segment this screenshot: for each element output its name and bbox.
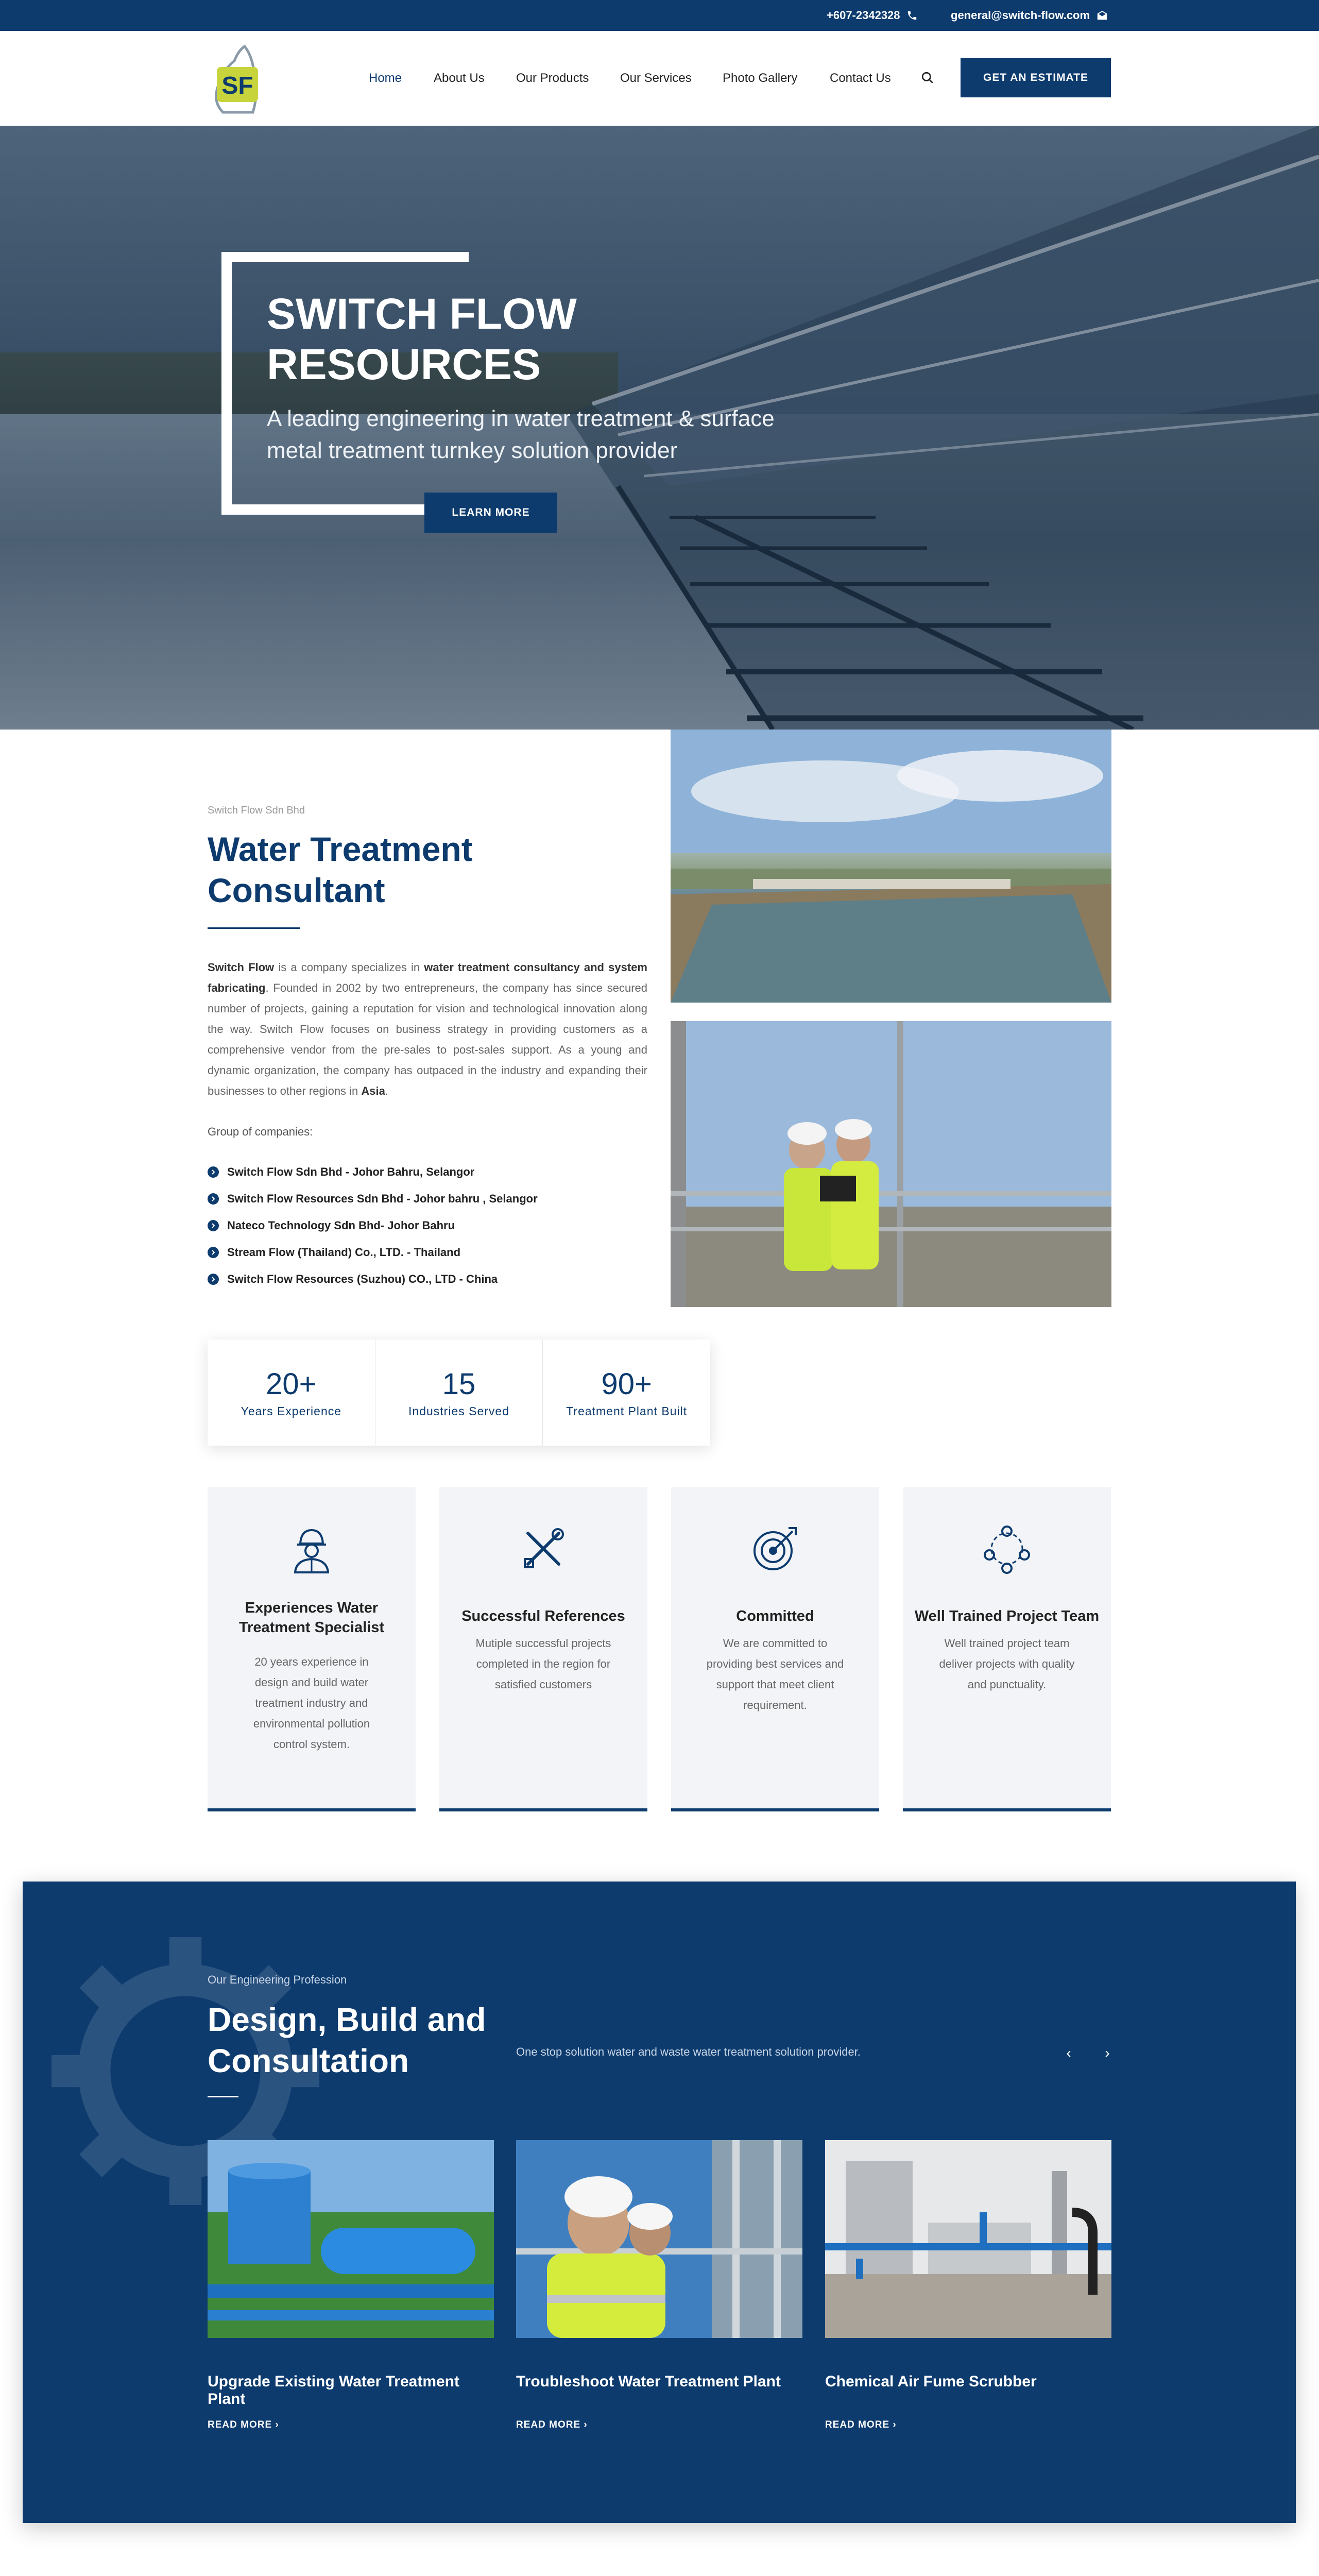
feature-card (903, 1487, 1111, 1811)
phone-icon (906, 10, 918, 21)
read-more-link[interactable]: READ MORE › (208, 2419, 279, 2430)
profession-kicker: Our Engineering Profession (208, 1973, 347, 1986)
chevron-right-icon (208, 1274, 219, 1285)
service-image-scrubber[interactable] (825, 2140, 1111, 2338)
service-title[interactable]: Upgrade Existing Water Treatment Plant (208, 2373, 459, 2408)
about-body: Switch Flow is a company specializes in water treatment consultancy and system fabricating. Founded in 2002 by two entrepreneurs, the company has since secured number of projects, gaining a reputation for vision and technological innovation along the way. Switch Flow focuses on business strategy in providing customers as a comprehensive vendor from the pre-sales to post-sales support. As a young and dynamic organization, the company has outpaced in the industry and expanding their businesses to other regions in Asia. (208, 961, 647, 1097)
nav-about[interactable]: About Us (434, 71, 485, 85)
about-kicker: Switch Flow Sdn Bhd (208, 805, 305, 816)
service-title[interactable]: Chemical Air Fume Scrubber (825, 2373, 1037, 2390)
nav-products[interactable]: Our Products (516, 71, 589, 85)
feature-card (671, 1487, 879, 1811)
company-item: Nateco Technology Sdn Bhd- Johor Bahru (208, 1219, 455, 1232)
top-bar (0, 0, 1319, 31)
hero-title: SWITCH FLOW RESOURCES (267, 290, 577, 388)
nav-home[interactable]: Home (369, 71, 402, 85)
profession-title: Design, Build and Consultation (208, 2001, 486, 2079)
profession-divider (208, 2096, 238, 2097)
target-icon (749, 1523, 801, 1574)
learn-more-button[interactable]: LEARN MORE (424, 493, 557, 533)
feature-text: We are committed to providing best services and support that meet client requirement. (706, 1637, 844, 1711)
chevron-right-icon (208, 1220, 219, 1231)
group-label: Group of companies: (208, 1125, 313, 1138)
stats-box (208, 1340, 710, 1446)
carousel-next-button[interactable]: › (1105, 2045, 1110, 2061)
company-item: Switch Flow Resources Sdn Bhd - Johor bahru , Selangor (208, 1192, 538, 1206)
stat-industries: 15 Industries Served (375, 1340, 543, 1446)
engineers-photo (671, 1021, 1111, 1307)
nav-services[interactable]: Our Services (620, 71, 692, 85)
company-item: Switch Flow Sdn Bhd - Johor Bahru, Selangor (208, 1165, 474, 1179)
top-email[interactable] (951, 0, 1108, 31)
envelope-open-icon (1096, 10, 1108, 21)
chevron-right-icon: › (272, 2419, 279, 2430)
svg-text:SF: SF (221, 72, 253, 99)
chevron-right-icon (208, 1247, 219, 1258)
feature-text: Well trained project team deliver projects with quality and punctuality. (939, 1637, 1075, 1691)
service-image-upgrade[interactable] (208, 2140, 494, 2338)
top-phone-text: +607-2342328 (827, 9, 900, 22)
service-image-troubleshoot[interactable] (516, 2140, 802, 2338)
feature-title: Committed (736, 1608, 814, 1624)
about-divider (208, 927, 300, 929)
feature-title: Successful References (461, 1608, 625, 1624)
feature-card (208, 1487, 416, 1811)
chevron-right-icon: › (580, 2419, 588, 2430)
stat-plants: 90+ Treatment Plant Built (566, 1367, 688, 1418)
nav-gallery[interactable]: Photo Gallery (723, 71, 798, 85)
feature-text: 20 years experience in design and build water treatment industry and environmental pollution control system. (253, 1655, 370, 1751)
engineer-icon (286, 1523, 337, 1574)
tools-icon (518, 1523, 569, 1574)
hero-subtitle: A leading engineering in water treatment & surface metal treatment turnkey solution provider (267, 406, 775, 463)
logo[interactable] (208, 40, 269, 117)
feature-card (439, 1487, 647, 1811)
treatment-plant-photo (671, 730, 1111, 1003)
top-email-text: general@switch-flow.com (951, 9, 1090, 22)
chevron-right-icon (208, 1193, 219, 1205)
carousel-prev-button[interactable]: ‹ (1066, 2045, 1071, 2061)
stat-years: 20+ Years Experience (208, 1340, 375, 1446)
logo-mark-icon (208, 40, 269, 117)
get-estimate-button[interactable]: GET AN ESTIMATE (961, 58, 1111, 97)
feature-title: Well Trained Project Team (914, 1608, 1100, 1624)
team-icon (981, 1523, 1033, 1574)
company-item: Switch Flow Resources (Suzhou) CO., LTD - China (208, 1273, 498, 1286)
service-title[interactable]: Troubleshoot Water Treatment Plant (516, 2373, 781, 2390)
profession-subtitle: One stop solution water and waste water treatment solution provider. (516, 2045, 861, 2058)
feature-text: Mutiple successful projects completed in the region for satisfied customers (475, 1637, 611, 1691)
nav-contact[interactable]: Contact Us (830, 71, 891, 85)
search-icon[interactable] (921, 71, 934, 84)
read-more-link[interactable]: READ MORE › (825, 2419, 897, 2430)
about-title: Water Treatment Consultant (208, 830, 473, 909)
top-phone[interactable] (827, 0, 918, 31)
read-more-link[interactable]: READ MORE › (516, 2419, 588, 2430)
company-item: Stream Flow (Thailand) Co., LTD. - Thailand (208, 1246, 460, 1259)
chevron-right-icon (208, 1166, 219, 1178)
feature-title: Experiences Water Treatment Specialist (238, 1600, 385, 1636)
chevron-right-icon: › (889, 2419, 897, 2430)
